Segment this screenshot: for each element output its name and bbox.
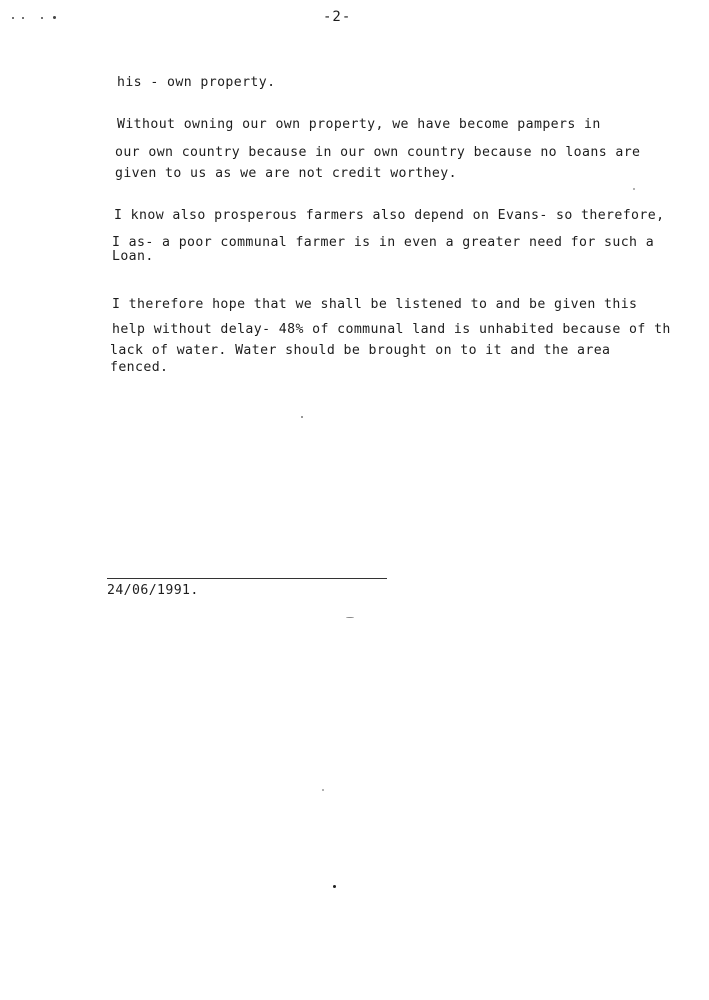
signature-line xyxy=(107,578,387,579)
paragraph-3-line-3: Loan. xyxy=(112,249,154,264)
scan-speck xyxy=(333,885,336,888)
paragraph-2-line-1: Without owning our own property, we have become pampers in xyxy=(117,117,601,132)
scan-speck xyxy=(633,188,635,190)
scan-speck xyxy=(12,17,14,19)
scan-speck xyxy=(346,617,354,618)
paragraph-4-line-2: help without delay- 48% of communal land is unhabited because of th xyxy=(112,322,671,337)
scan-speck xyxy=(22,17,24,19)
paragraph-4-line-4: fenced. xyxy=(110,360,169,375)
page-number: -2- xyxy=(323,9,352,25)
scan-speck xyxy=(41,17,43,19)
paragraph-3-line-2: I as- a poor communal farmer is in even a greater need for such a xyxy=(112,235,655,250)
scan-speck xyxy=(301,416,303,418)
paragraph-1-line-1: his - own property. xyxy=(117,75,276,90)
paragraph-4-line-1: I therefore hope that we shall be listened to and be given this xyxy=(112,297,638,312)
paragraph-3-line-1: I know also prosperous farmers also depend on Evans- so therefore, xyxy=(114,208,665,223)
scan-speck xyxy=(53,16,56,19)
paragraph-2-line-2: our own country because in our own country because no loans are xyxy=(115,145,641,160)
scan-speck xyxy=(322,789,324,791)
paragraph-4-line-3: lack of water. Water should be brought on to it and the area xyxy=(110,343,611,358)
signature-date: 24/06/1991. xyxy=(107,583,199,598)
paragraph-2-line-3: given to us as we are not credit worthey. xyxy=(115,166,457,181)
